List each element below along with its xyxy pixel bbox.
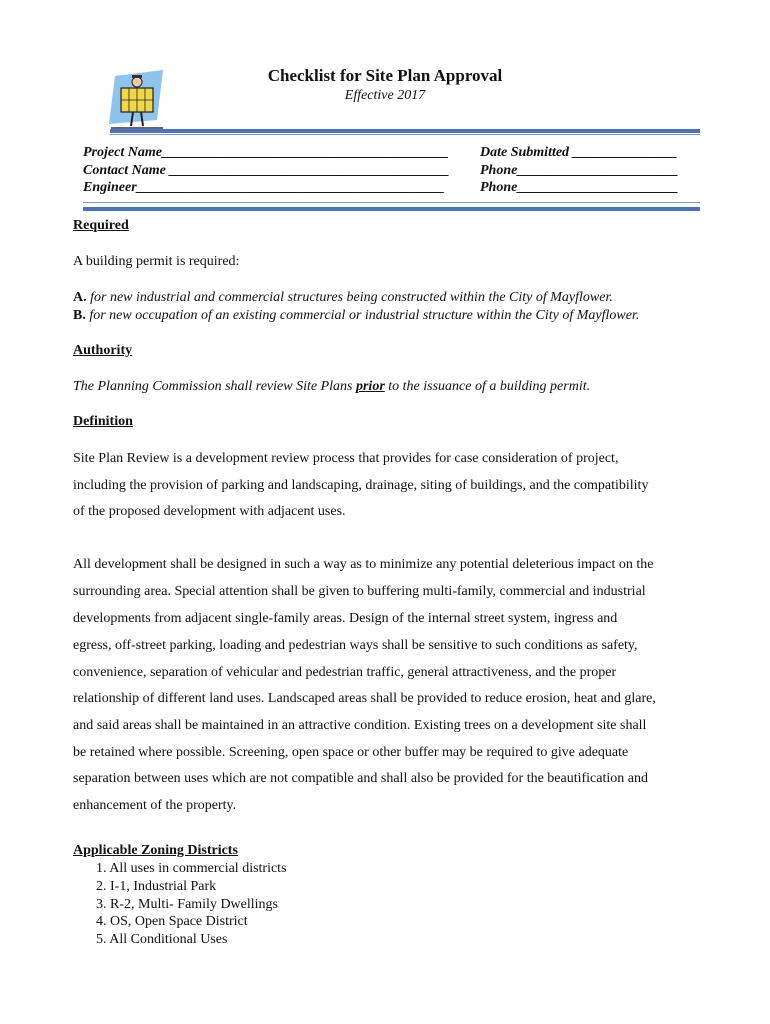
item-a-marker: A. [73, 290, 87, 305]
definition-line: of the proposed development with adjacent uses. [73, 504, 346, 519]
page-title: Checklist for Site Plan Approval [267, 66, 503, 85]
definition-line: Site Plan Review is a development review process that provides for case consideration of project, [73, 451, 619, 466]
definition-line: surrounding area. Special attention shall be given to buffering multi-family, commercial and industrial [73, 584, 646, 599]
definition-line: including the provision of parking and landscaping, drainage, siting of buildings, and the compatibility [73, 478, 649, 493]
definition-line: egress, off-street parking, loading and pedestrian ways shall be sensitive to such conditions as safety, [73, 638, 638, 653]
header-divider-thin [110, 134, 700, 135]
date-submitted-field[interactable]: Date Submitted _______________ [480, 145, 678, 160]
authority-heading: Authority [73, 343, 133, 358]
definition-line: All development shall be designed in such a way as to minimize any potential deleterious impact on the [73, 557, 654, 572]
zoning-list-item: 1. All uses in commercial districts [96, 861, 287, 876]
definition-line: relationship of different land uses. Landscaped areas shall be provided to reduce erosion, heat and glare, [73, 691, 656, 706]
zoning-list-item: 4. OS, Open Space District [96, 914, 248, 929]
form-divider [83, 207, 700, 211]
definition-heading: Definition [73, 414, 133, 429]
form-divider-thin [83, 202, 700, 203]
definition-line: enhancement of the property. [73, 798, 237, 813]
authority-emphasis: prior [355, 379, 385, 394]
zoning-list-item: 2. I-1, Industrial Park [96, 879, 217, 894]
project-name-field[interactable]: Project Name_________________________________________ [83, 145, 449, 160]
required-item-b [73, 308, 639, 324]
item-b-marker: B. [73, 308, 86, 323]
page-subtitle: Effective 2017 [344, 88, 426, 103]
zoning-list-item: 5. All Conditional Uses [96, 932, 228, 947]
authority-text-after: to the issuance of a building permit. [384, 379, 591, 394]
definition-line: developments from adjacent single-family areas. Design of the internal street system, ingress and [73, 611, 618, 626]
required-intro: A building permit is required: [73, 254, 240, 269]
item-a-text: for new industrial and commercial structures being constructed within the City of Mayflower. [90, 290, 613, 305]
zoning-list-item: 3. R-2, Multi- Family Dwellings [96, 897, 278, 912]
definition-line: convenience, separation of vehicular and pedestrian traffic, general attractiveness, and the proper [73, 665, 617, 680]
definition-line: separation between uses which are not compatible and shall also be provided for the beautification and [73, 771, 648, 786]
item-b-text: for new occupation of an existing commercial or industrial structure within the City of Mayflower. [89, 308, 640, 323]
contact-name-field[interactable]: Contact Name ________________________________________ [83, 163, 450, 178]
definition-line: be retained where possible. Screening, open space or other buffer may be required to give adequate [73, 745, 629, 760]
authority-text [73, 379, 590, 395]
required-heading: Required [73, 218, 129, 233]
definition-line: and said areas shall be maintained in an attractive condition. Existing trees on a development site shall [73, 718, 647, 733]
engineer-field[interactable]: Engineer____________________________________________ [83, 180, 445, 195]
required-item-a [73, 290, 613, 306]
zoning-heading: Applicable Zoning Districts [73, 843, 238, 858]
contact-phone-field[interactable]: Phone_______________________ [480, 163, 679, 178]
engineer-phone-field[interactable]: Phone_______________________ [480, 180, 679, 195]
authority-text-before: The Planning Commission shall review Site Plans [73, 379, 356, 394]
header-divider [110, 129, 700, 133]
